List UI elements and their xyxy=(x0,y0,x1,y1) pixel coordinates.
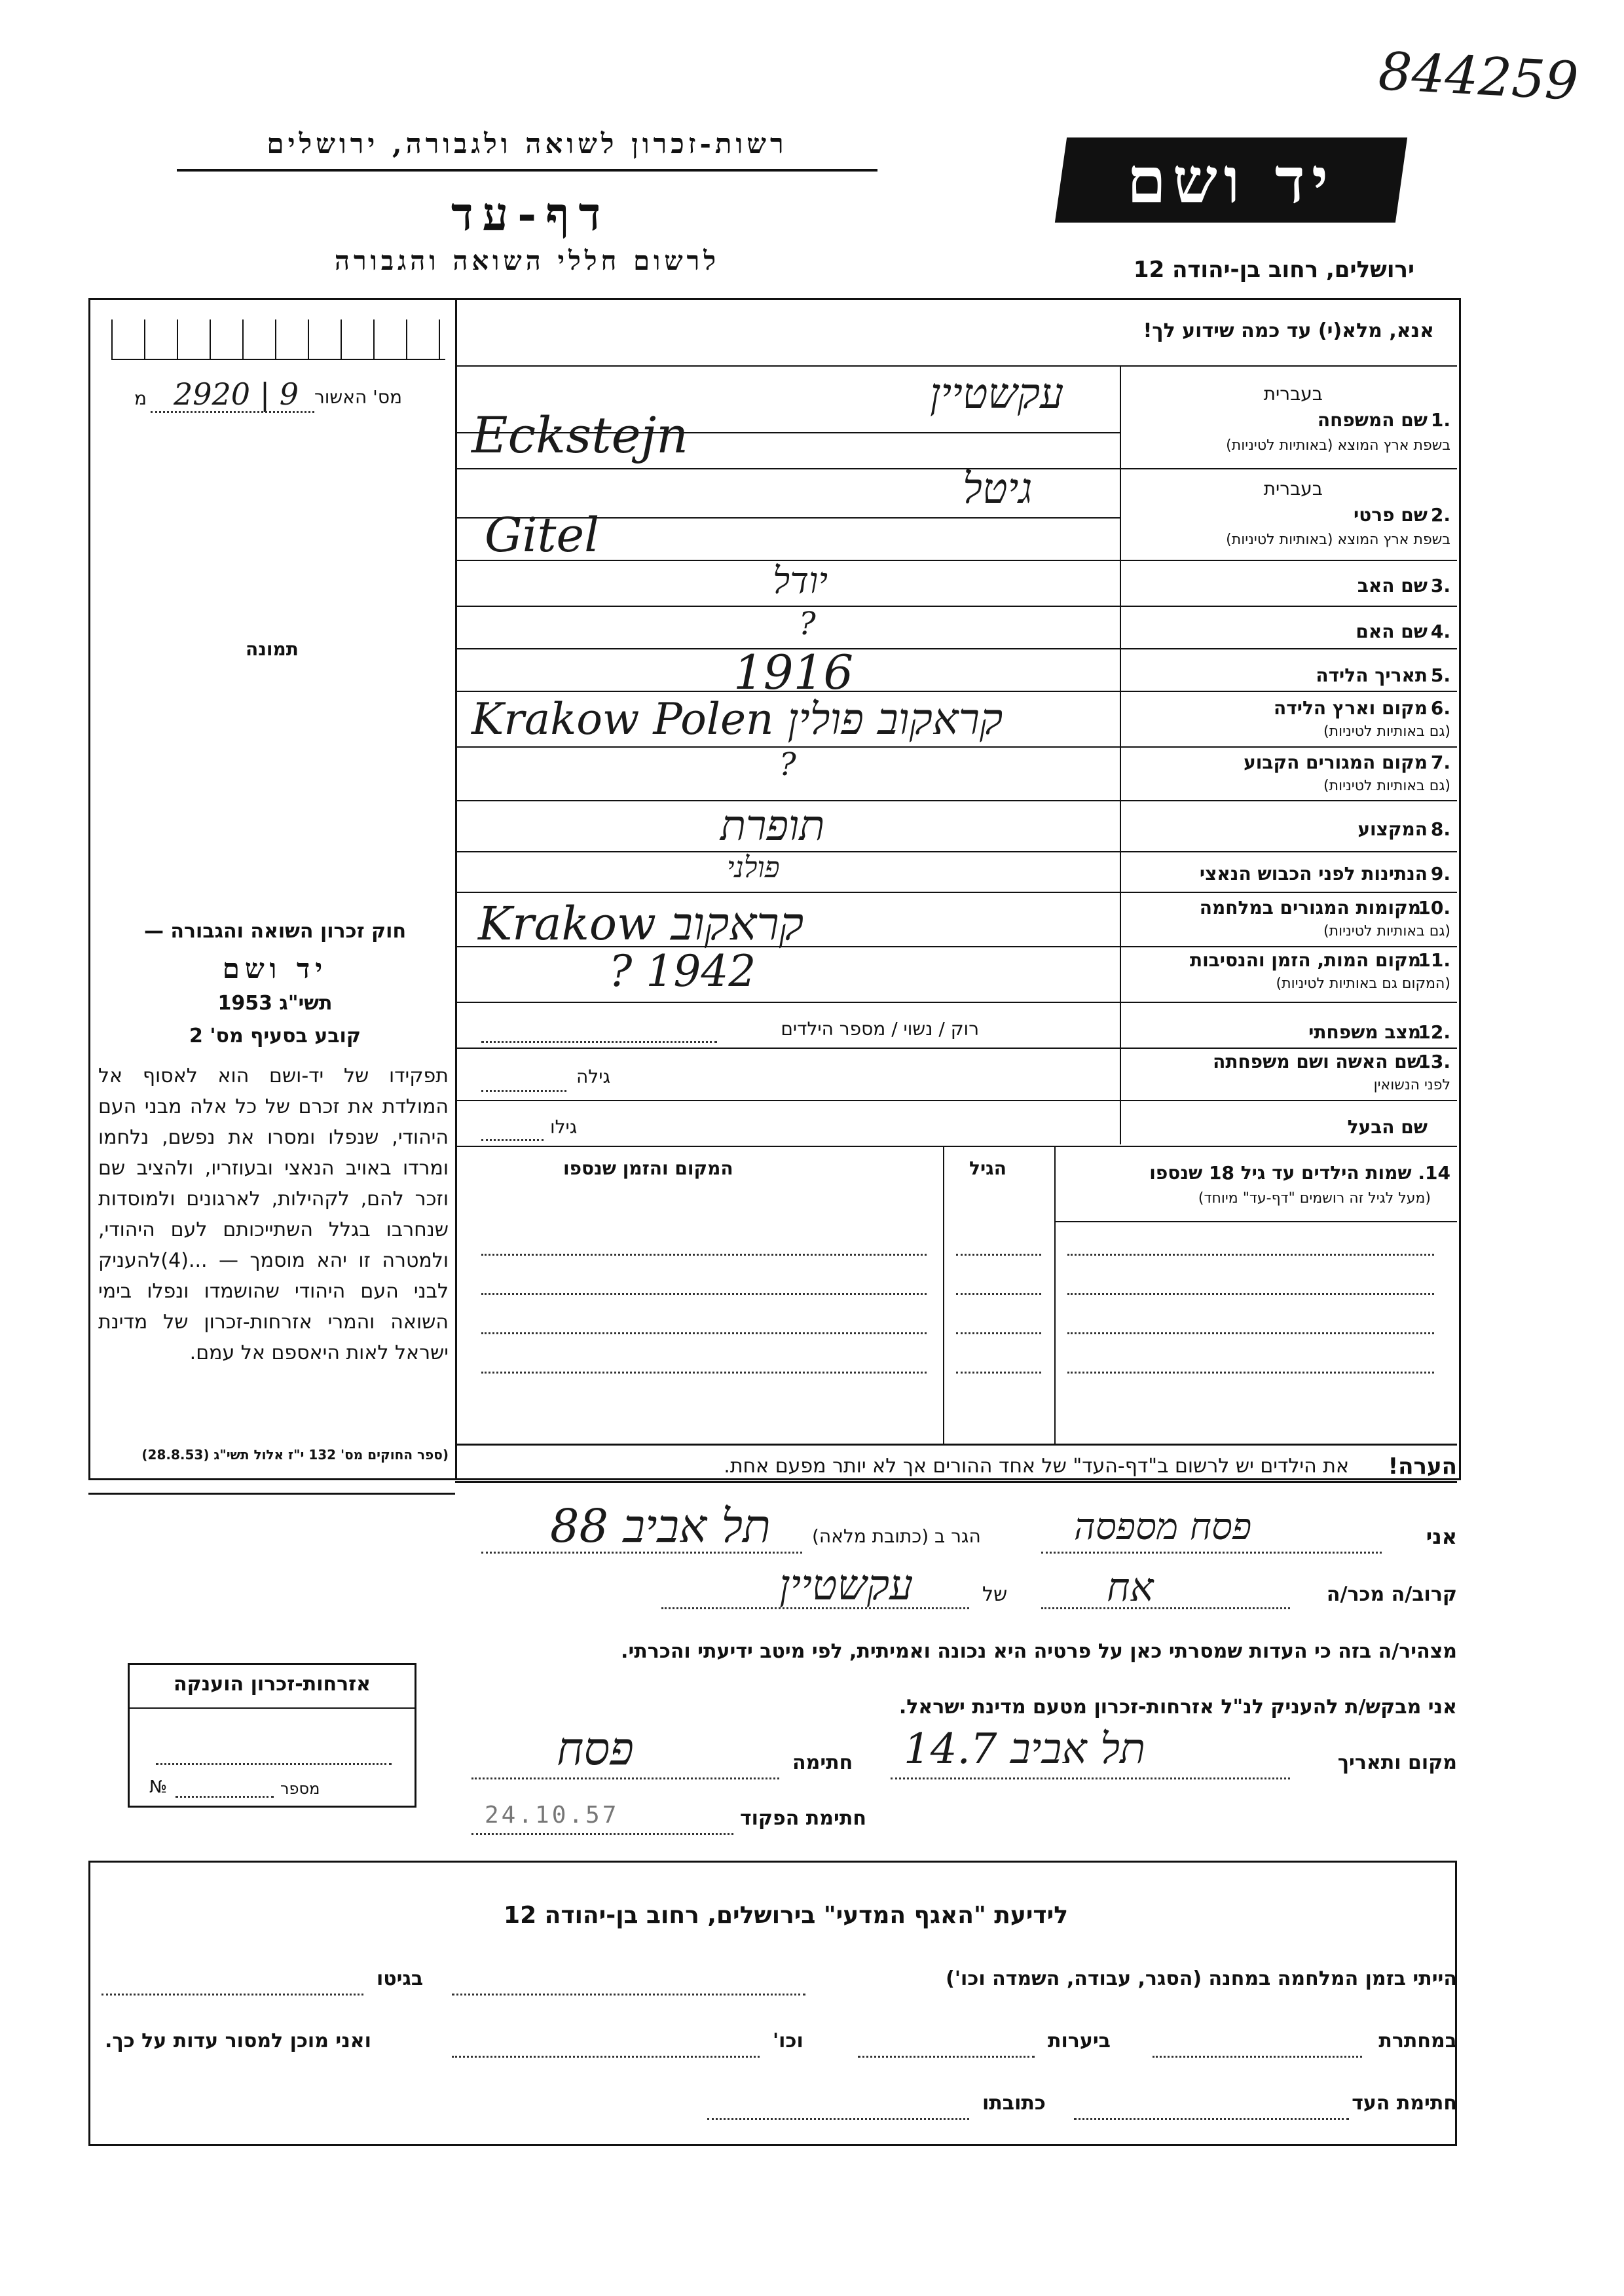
bottom-line2-a: במחתרת xyxy=(1378,2030,1457,2052)
field-10-label: מקומות המגורים במלחמה xyxy=(1199,897,1421,919)
form-subtitle: לרשום חללי השואה והגבורה xyxy=(334,246,720,276)
note-text: את הילדים יש לרשום ב"דף-העד" של אחד ההורים אך לא יותר מפעם אחת. xyxy=(724,1455,1349,1478)
approval-prefix: מ xyxy=(134,388,147,409)
husband-value: גילו xyxy=(550,1116,578,1138)
field-4-num: 4. xyxy=(1430,621,1450,642)
declarant-i-label: אני xyxy=(1426,1524,1457,1549)
declarant-address: תל אביב 88 xyxy=(550,1499,771,1553)
law-title: חוק זכרון השואה והגבורה — xyxy=(143,920,407,943)
field-1-num: 1. xyxy=(1430,409,1450,431)
husband-label: שם הבעל xyxy=(1347,1116,1428,1138)
instruction: אנא, מלא(י) עד כמה שידוע לך! xyxy=(1143,319,1434,342)
declaration-text: מצהיר/ה בזה כי העדות שמסרתי כאן על פרטיה היא נכונה ואמיתית, לפי מיטב ידיעתי והכרתי. xyxy=(621,1640,1457,1663)
law-year: תשי"ג 1953 xyxy=(217,992,333,1015)
field-5-value: 1916 xyxy=(733,645,854,700)
field-12-value: רוק / נשוי / מספר הילדים xyxy=(781,1018,979,1040)
approval-value: 2920 | 9 xyxy=(174,376,299,412)
field-2-num: 2. xyxy=(1430,504,1450,526)
field-10-num: 10. xyxy=(1418,897,1450,919)
field-2-hebrew-value: גיטל xyxy=(963,465,1033,513)
field-7-sub: (גם באותיות לטיניות) xyxy=(1323,778,1450,794)
field-4-label: שם האם xyxy=(1356,621,1428,642)
citizenship-box xyxy=(128,1663,416,1808)
officer-stamp: 24.10.57 xyxy=(485,1802,619,1829)
field-6-num: 6. xyxy=(1430,697,1450,719)
field-7-value: ? xyxy=(779,746,796,783)
citizenship-title: אזרחות-זכרון הוענקה xyxy=(173,1673,371,1696)
logo-text: יד ושם xyxy=(1127,143,1335,217)
bottom-line3-a: חתימת העד xyxy=(1352,2092,1457,2115)
children-label: 14. שמות הילדים עד גיל 18 שנספו xyxy=(1149,1162,1450,1184)
law-clause: קובע בסעיף מס' 2 xyxy=(189,1025,361,1048)
field-9-value: פולני xyxy=(727,851,780,884)
yad-vashem-logo xyxy=(1055,137,1407,223)
field-3-value: יודל xyxy=(773,560,828,602)
place-date-value: תל אביב 14.7 xyxy=(904,1725,1146,1774)
law-ref: (ספר החוקים מס' 132 י"ז אלול תשי"ג (28.8.53) xyxy=(141,1447,449,1463)
declarant-name: פסח מספסה xyxy=(1074,1506,1252,1548)
law-name: יד ושם xyxy=(222,953,328,985)
children-age-header: הגיל xyxy=(969,1157,1006,1179)
bottom-line1-end: בגיטו xyxy=(377,1967,424,1990)
bottom-line2-b: ביערות xyxy=(1048,2030,1111,2052)
field-11-label: מקום המות, הזמן והנסיבות xyxy=(1189,949,1421,971)
declarant-relation-label: קרוב/ה מכר/ה xyxy=(1326,1583,1457,1606)
field-5-label: תאריך הלידה xyxy=(1316,665,1428,686)
field-7-num: 7. xyxy=(1430,752,1450,773)
approval-label: מס' האשור xyxy=(314,386,403,408)
field-1-latin-value: Eckstejn xyxy=(471,406,689,464)
field-1-sub: בשפת ארץ המוצא (באותיות לטיניות) xyxy=(1226,437,1450,454)
declarant-of-label: של xyxy=(982,1583,1008,1606)
bottom-line3-b: כתובתו xyxy=(982,2092,1046,2115)
field-2-sub: בשפת ארץ המוצא (באותיות לטיניות) xyxy=(1226,532,1450,548)
field-6-label: מקום וארץ הלידה xyxy=(1274,697,1428,719)
bottom-line2-c: וכו' xyxy=(773,2030,803,2052)
field-12-num: 12. xyxy=(1418,1021,1450,1043)
field-1-label: שם המשפחה xyxy=(1317,409,1428,431)
citizenship-number-label: מספר xyxy=(280,1779,320,1798)
bottom-line2-d: ואני מוכן למסור עדות על כך. xyxy=(105,2030,371,2052)
field-2-latin-value: Gitel xyxy=(485,507,600,562)
field-13-sub: לפני הנשואין xyxy=(1373,1077,1450,1093)
field-2-label: שם פרטי xyxy=(1353,504,1428,526)
field-13-label: שם האשה ושם משפחתה xyxy=(1213,1051,1421,1072)
declarant-relation-value: אח xyxy=(1107,1565,1154,1611)
form-title: דף-עד xyxy=(451,187,610,241)
address: ירושלים, רחוב בן-יהודה 12 xyxy=(1133,257,1414,283)
archive-number: 844259 xyxy=(1376,41,1580,112)
field-11-value: ? 1942 xyxy=(609,946,756,996)
field-10-sub: (גם באותיות לטיניות) xyxy=(1323,923,1450,939)
field-4-value: ? xyxy=(799,606,816,642)
children-sub: (מעל לגיל זה רושמים "דף-עד" מיוחד) xyxy=(1198,1190,1431,1207)
declarant-of-value: עקשטיין xyxy=(779,1561,913,1610)
field-8-value: תופרת xyxy=(720,802,825,850)
bottom-title: לידיעת "האגף המדעי" בירושלים, רחוב בן-יהודה 12 xyxy=(504,1902,1068,1929)
law-text: תפקידו של יד-ושם הוא לאסוף אל המולדת את זכרם של כל אלה מבני העם היהודי, שנפלו ומסרו את נפשם, נלחמו ומרדו באויב הנאצי ובעוזריו, ולהציב שם וזכר להם, לקהילות, לארגונים ולמוסדות שנחרבו בגלל השתייכותם לעם היהודי, ולמטרה זו יהא מוסמך — ...(4)להעניק לבני העם היהודי שהושמדו ונפלו בימי השואה והמרי אזרחות-זכרון של מדינת ישראל לאות היאספם אל עמם. xyxy=(98,1065,449,1364)
officer-label: חתימת הפקוד xyxy=(740,1807,866,1830)
field-8-label: המקצוע xyxy=(1357,818,1428,840)
request-text: אני מבקש/ת להעניק לנ"ל אזרחות-זכרון מטעם מדינת ישראל. xyxy=(898,1696,1457,1719)
field-1-hebrew-tag: בעברית xyxy=(1263,383,1323,405)
citizenship-number-prefix: № xyxy=(149,1777,168,1797)
field-9-num: 9. xyxy=(1430,863,1450,884)
field-13-value: גילה xyxy=(576,1066,611,1087)
field-5-num: 5. xyxy=(1430,665,1450,686)
place-date-label: מקום ותאריך xyxy=(1337,1751,1457,1774)
field-6-sub: (גם באותיות לטיניות) xyxy=(1323,723,1450,740)
field-7-label: מקום המגורים הקבוע xyxy=(1244,752,1428,773)
photo-label: תמונה xyxy=(246,638,299,660)
field-3-num: 3. xyxy=(1430,575,1450,596)
declarant-resides-label: הגר ב (כתובת מלאה) xyxy=(812,1525,981,1547)
field-13-num: 13. xyxy=(1418,1051,1450,1072)
signature-value: פסח xyxy=(557,1722,634,1776)
note-label: הערה! xyxy=(1388,1453,1457,1480)
field-2-hebrew-tag: בעברית xyxy=(1263,478,1323,500)
bottom-line1-start: הייתי בזמן המלחמה במחנה (הסגר, עבודה, השמדה וכו') xyxy=(946,1967,1457,1990)
field-11-num: 11. xyxy=(1418,949,1450,971)
signature-label: חתימה xyxy=(792,1751,853,1774)
field-3-label: שם האב xyxy=(1357,575,1428,596)
field-11-sub: (המקום גם באותיות לטיניות) xyxy=(1276,975,1450,992)
field-12-label: מצב משפחתי xyxy=(1308,1021,1421,1043)
field-6-value: Krakow Polen קראקוב פולין xyxy=(471,694,1003,744)
authority-title: רשות-זכרון לשואה ולגבורה, ירושלים xyxy=(267,128,788,160)
children-place-header: המקום והזמן שנספו xyxy=(563,1157,733,1179)
field-9-label: הנתינות לפני הכבוש הנאצי xyxy=(1199,863,1428,884)
approval-ticks xyxy=(111,319,445,359)
field-10-value: Krakow קראקוב xyxy=(478,897,804,951)
field-8-num: 8. xyxy=(1430,818,1450,840)
field-1-hebrew-value: עקשטיין xyxy=(930,370,1064,418)
